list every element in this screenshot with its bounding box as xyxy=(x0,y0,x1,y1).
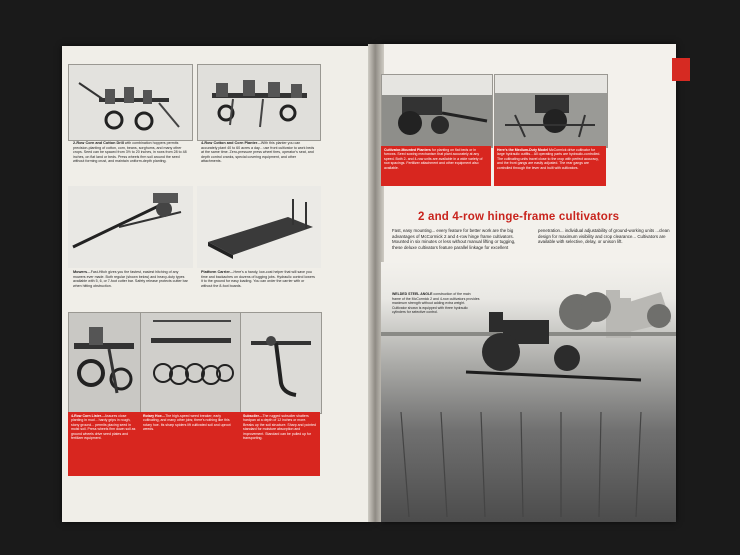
caption-mounted-planters: Cultivator-Mounted Planters for planting on flat beds or in furrows. Seed sowing mechanism that plant accurately at any speed. Both 2- and 4-row units are available in a wide variety of row spacings. Fertilizer attachment and other equipment also available. xyxy=(381,146,491,186)
red-page-tab xyxy=(672,58,690,81)
photo-mower xyxy=(68,186,193,268)
caption-rotary-hoe: Rotary Hoe—The high-speed weed breaker, early cultivating, and many other jobs; there's nothing like this rotary hoe. Its sharp spiders lift cultivated soil and uproot weeds. xyxy=(140,412,240,476)
caption-corn-drill: 2-Row Corn and Cotton Drill with combination hoppers permits precision-planting of cotton, corn, beans, sorghums, and many other crops. Seed can be spaced from 3½ to 20 inches, in rows from 28 to 48 inches, on flat land or beds. Press wheels firm soil around the seed without forming crust, and maintain uniform-depth planting. xyxy=(73,141,187,164)
photo-subsoiler xyxy=(240,312,322,414)
caption-corn-lister: 4-Row Corn Lister—Assures close planting in mud... hardy grips in rough, stony ground... permits placing seed in moist soil. Press wheels firm down soil as ground wheels drive seed plates and fertilizer equipment. xyxy=(68,412,140,476)
caption-corn-planter: 4-Row Cotton and Corn Planter—With this planter you can accurately plant 40 to 60 acres a day... use front cultivator to work beds at the same time. Zero-pressure press wheel tires, operator's seat, and depth control cranks, special covering equipment, and other attachments. xyxy=(201,141,315,164)
photo-corn-drill xyxy=(68,64,193,141)
caption-welded-steel-angle: WELDED STEEL ANGLE construction of the main frame of the McCormick 2 and 4-row cultivators provides maximum strength without adding extra weight. Cultivator shown is equipped with three hydraulic cylinders for selective control. xyxy=(392,292,480,314)
caption-medium-duty-model: Here's the Medium-Duty Model McCormick drive cultivator for large hydraulic outfits... All operating parts are hydraulic-controlled. The cultivating units travel close to the crop with perfect accuracy, and the front gangs are easily adjusted. The rear gangs are controlled through the lever and built with cultivators. xyxy=(494,146,606,186)
photo-medium-duty-model xyxy=(494,74,608,148)
photo-corn-lister xyxy=(68,312,142,414)
caption-mower: Mowers—Fast-Hitch gives you the fastest, easiest hitching of any mowers ever made. Both regular (shown below) and heavy-duty types available with 5, 6, or 7-foot cutter bar. Safety release protects cutter bar when hitting obstruction. xyxy=(73,270,188,288)
photo-corn-planter xyxy=(197,64,321,141)
photo-mounted-planters xyxy=(381,74,493,148)
caption-platform-carrier: Platform Carrier—Here's a handy, low-cost helper that will save you time and backaches on dozens of lugging jobs. Hydraulic control lowers it to the ground for easy loading. You can order the carrier with or without the 8-foot boards. xyxy=(201,270,315,288)
photo-platform-carrier xyxy=(197,186,321,268)
photo-rotary-hoe xyxy=(140,312,242,414)
lead-paragraph: Fast, easy mounting... every feature for better work are the big advantages of McCormick 2 and 4-row hinge frame cultivators. Mounted in six minutes or less without manual lifting or tugging, these deluxe cultivators feature parallel linkage for excellent penetration... individual adjustability of ground-working units ...clean design for maximum visibility and crop clearance... Cultivators are available with selective, delay, or unison lift. xyxy=(392,228,670,250)
section-heading: 2 and 4-row hinge-frame cultivators xyxy=(418,211,620,223)
caption-subsoiler: Subsoiler—The rugged subsoiler shatters hardpan at a depth of 12 inches or more. Breaks up the soil structure. Sharp and pointed standard for moisture absorption and improvement. Standard can be pulled up for transporting. xyxy=(240,412,320,476)
